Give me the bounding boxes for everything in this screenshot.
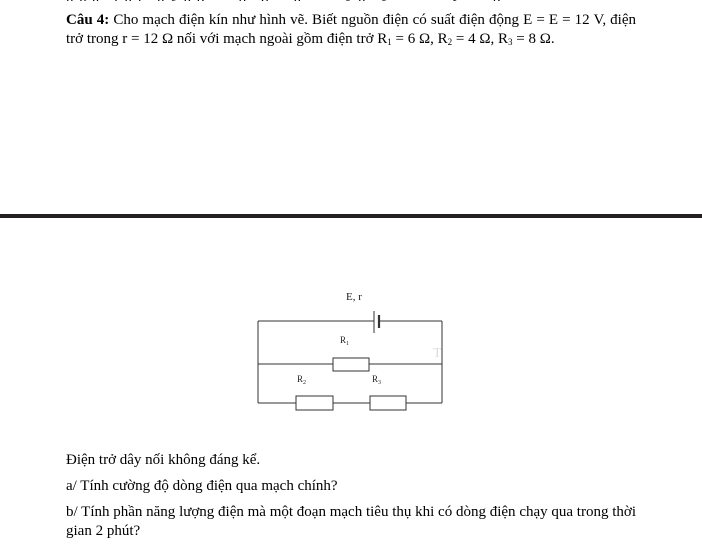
r2-label: $R_2$ [297, 374, 307, 386]
question-intro: Cho mạch điện kín như hình vẽ. Biết nguồn điện có suất điện động E = E = 12 V, điện trở trong r = 12 Ω nối với mạch ngoài gồm điện trở [66, 12, 636, 47]
page-divider [0, 214, 702, 218]
resistor-r2 [296, 396, 333, 410]
question-part-b: b/ Tính phần năng lượng điện mà một đoạn mạch tiêu thụ khi có dòng điện chạy qua trong thời gian 2 phút? [66, 504, 636, 539]
question-4: Câu 4: Cho mạch điện kín như hình vẽ. Biết nguồn điện có suất điện động E = E = 12 V, điện trở trong r = 12 Ω nối với mạch ngoài gồm điện trở $R_1 = 6$ Ω, $R_2 = 4$ Ω, $R_3 = 8$ Ω. [66, 12, 636, 47]
question-part-a: a/ Tính cường độ dòng điện qua mạch chính? [66, 478, 338, 494]
previous-text-fragment [66, 0, 636, 1]
resistor-r1 [333, 358, 369, 371]
faint-mark: T [433, 346, 442, 361]
circuit-diagram [250, 285, 450, 415]
resistor-r3 [370, 396, 406, 410]
wire-note: Điện trở dây nối không đáng kể. [66, 452, 261, 468]
question-label: Câu 4: [66, 12, 110, 28]
source-label: E, r [346, 291, 362, 303]
r3-label: $R_3$ [372, 374, 382, 386]
r1-label: $R_1$ [340, 335, 350, 347]
